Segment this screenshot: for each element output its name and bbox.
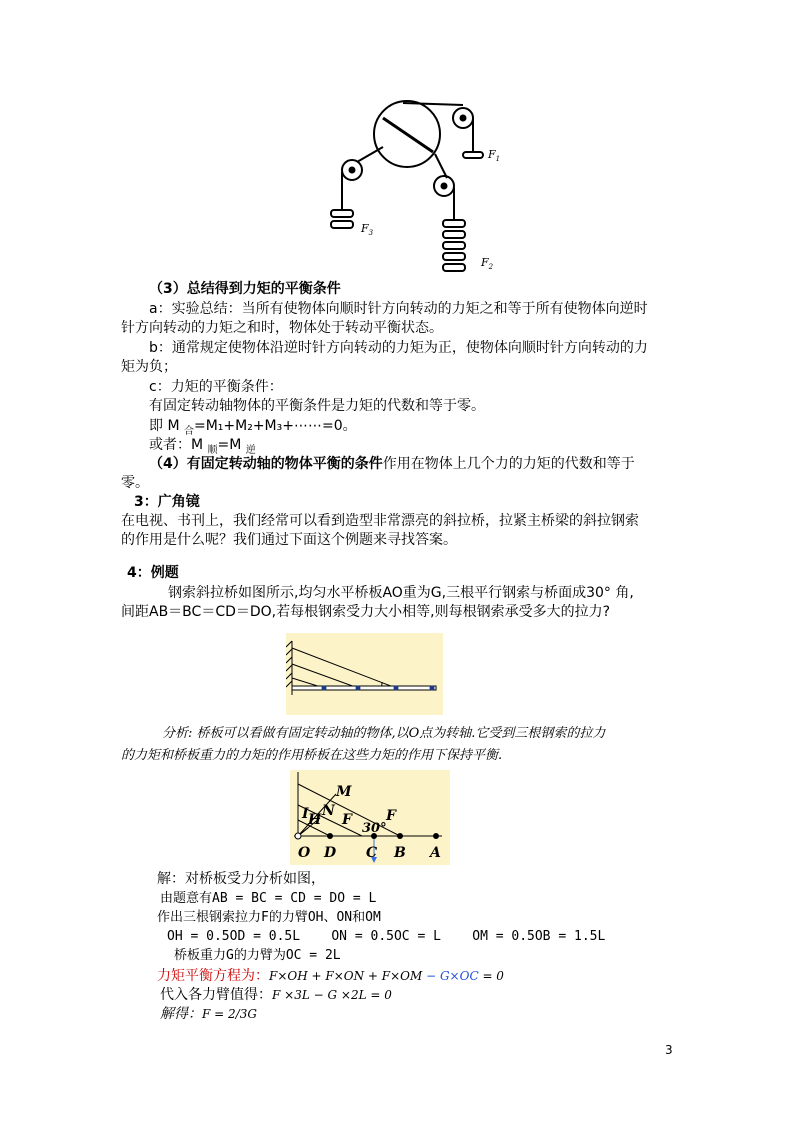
paragraph-b-line2: 矩为负；	[121, 359, 177, 375]
label-b: B	[394, 845, 406, 861]
equation-torque-balance: 力矩平衡方程为：F×OH + F×ON + F×OM − G×OC = 0	[157, 968, 504, 984]
label-angle: 30°	[362, 821, 387, 836]
label-i: I	[302, 806, 309, 822]
label-c: C	[366, 845, 378, 861]
equation-m-sum: 即 M $_合$=M₁+M₂+M₃+⋯⋯=0。	[149, 418, 357, 437]
solution-line3: 作出三根钢索拉力F的力臂OH、ON和OM	[157, 910, 381, 925]
heading-wide-angle: 3：广角镜	[134, 494, 200, 510]
paragraph-b-line1: b：通常规定使物体沿逆时针方向转动的力矩为正，使物体向顺时针方向转动的力	[149, 340, 648, 356]
label-a: A	[430, 845, 441, 861]
label-f3: $F_3$	[361, 222, 374, 237]
solution-line2: 由题意有AB = BC = CD = DO = L	[160, 891, 377, 906]
label-f2: $F_2$	[481, 256, 494, 271]
label-f-right: F	[386, 808, 396, 824]
analysis-line1: 分析: 桥板可以看做有固定转动轴的物体,以O点为转轴.它受到三根钢索的拉力	[162, 726, 606, 741]
page-number: 3	[665, 1043, 673, 1057]
paragraph-a-line2: 针方向转动的力矩之和时，物体处于转动平衡状态。	[121, 320, 443, 336]
label-f1: $F_1$	[488, 148, 500, 163]
label-m: M	[336, 784, 352, 800]
solution-line4: OH = 0.5OD = 0.5L ON = 0.5OC = L OM = 0.5OB = 1.5L	[167, 929, 606, 944]
paragraph-a-line1: a：实验总结：当所有使物体向顺时针方向转动的力矩之和等于所有使物体向逆时	[149, 301, 648, 317]
example-text-line1: 钢索斜拉桥如图所示,均匀水平桥板AO重为G,三根平行钢索与桥面成30° 角,	[168, 585, 634, 601]
example-text-line2: 间距AB＝BC＝CD＝DO,若每根钢索受力大小相等,则每根钢索承受多大的拉力?	[121, 604, 611, 620]
section-4-line2: 零。	[121, 475, 149, 491]
equation-m-cw-ccw: 或者：M $_顺$=M $_逆$	[149, 437, 256, 456]
label-n: N	[322, 803, 335, 819]
heading-example: 4：例题	[127, 565, 179, 581]
paragraph-c-line1: c：力矩的平衡条件：	[149, 379, 283, 395]
label-f-left: F	[342, 812, 352, 828]
equation-substitution: 代入各力臂值得：F ×3L − G ×2L = 0	[160, 987, 392, 1003]
label-h: H	[308, 812, 322, 828]
bridge-diagram-figure	[286, 633, 443, 715]
force-analysis-figure	[290, 770, 450, 865]
label-d: D	[324, 845, 337, 861]
analysis-line2: 的力矩和桥板重力的力矩的作用桥板在这些力矩的作用下保持平衡.	[121, 748, 503, 763]
paragraph-c-line2: 有固定转动轴物体的平衡条件是力矩的代数和等于零。	[149, 398, 485, 414]
section-3-title: （3）总结得到力矩的平衡条件	[149, 281, 341, 297]
paragraph-bridge-line1: 在电视、书刊上，我们经常可以看到造型非常漂亮的斜拉桥，拉紧主桥梁的斜拉钢索	[121, 513, 639, 529]
paragraph-bridge-line2: 的作用是什么呢？我们通过下面这个例题来寻找答案。	[121, 532, 457, 548]
label-o: O	[298, 845, 311, 861]
solution-line1: 解：对桥板受力分析如图，	[157, 871, 325, 887]
section-4-line1: （4）有固定转动轴的物体平衡的条件作用在物体上几个力的力矩的代数和等于	[149, 456, 635, 472]
solution-line5: 桥板重力G的力臂为OC = 2L	[174, 948, 341, 963]
equation-result: 解得：F = 2/3G	[160, 1006, 257, 1022]
pulley-apparatus-figure	[325, 92, 500, 277]
